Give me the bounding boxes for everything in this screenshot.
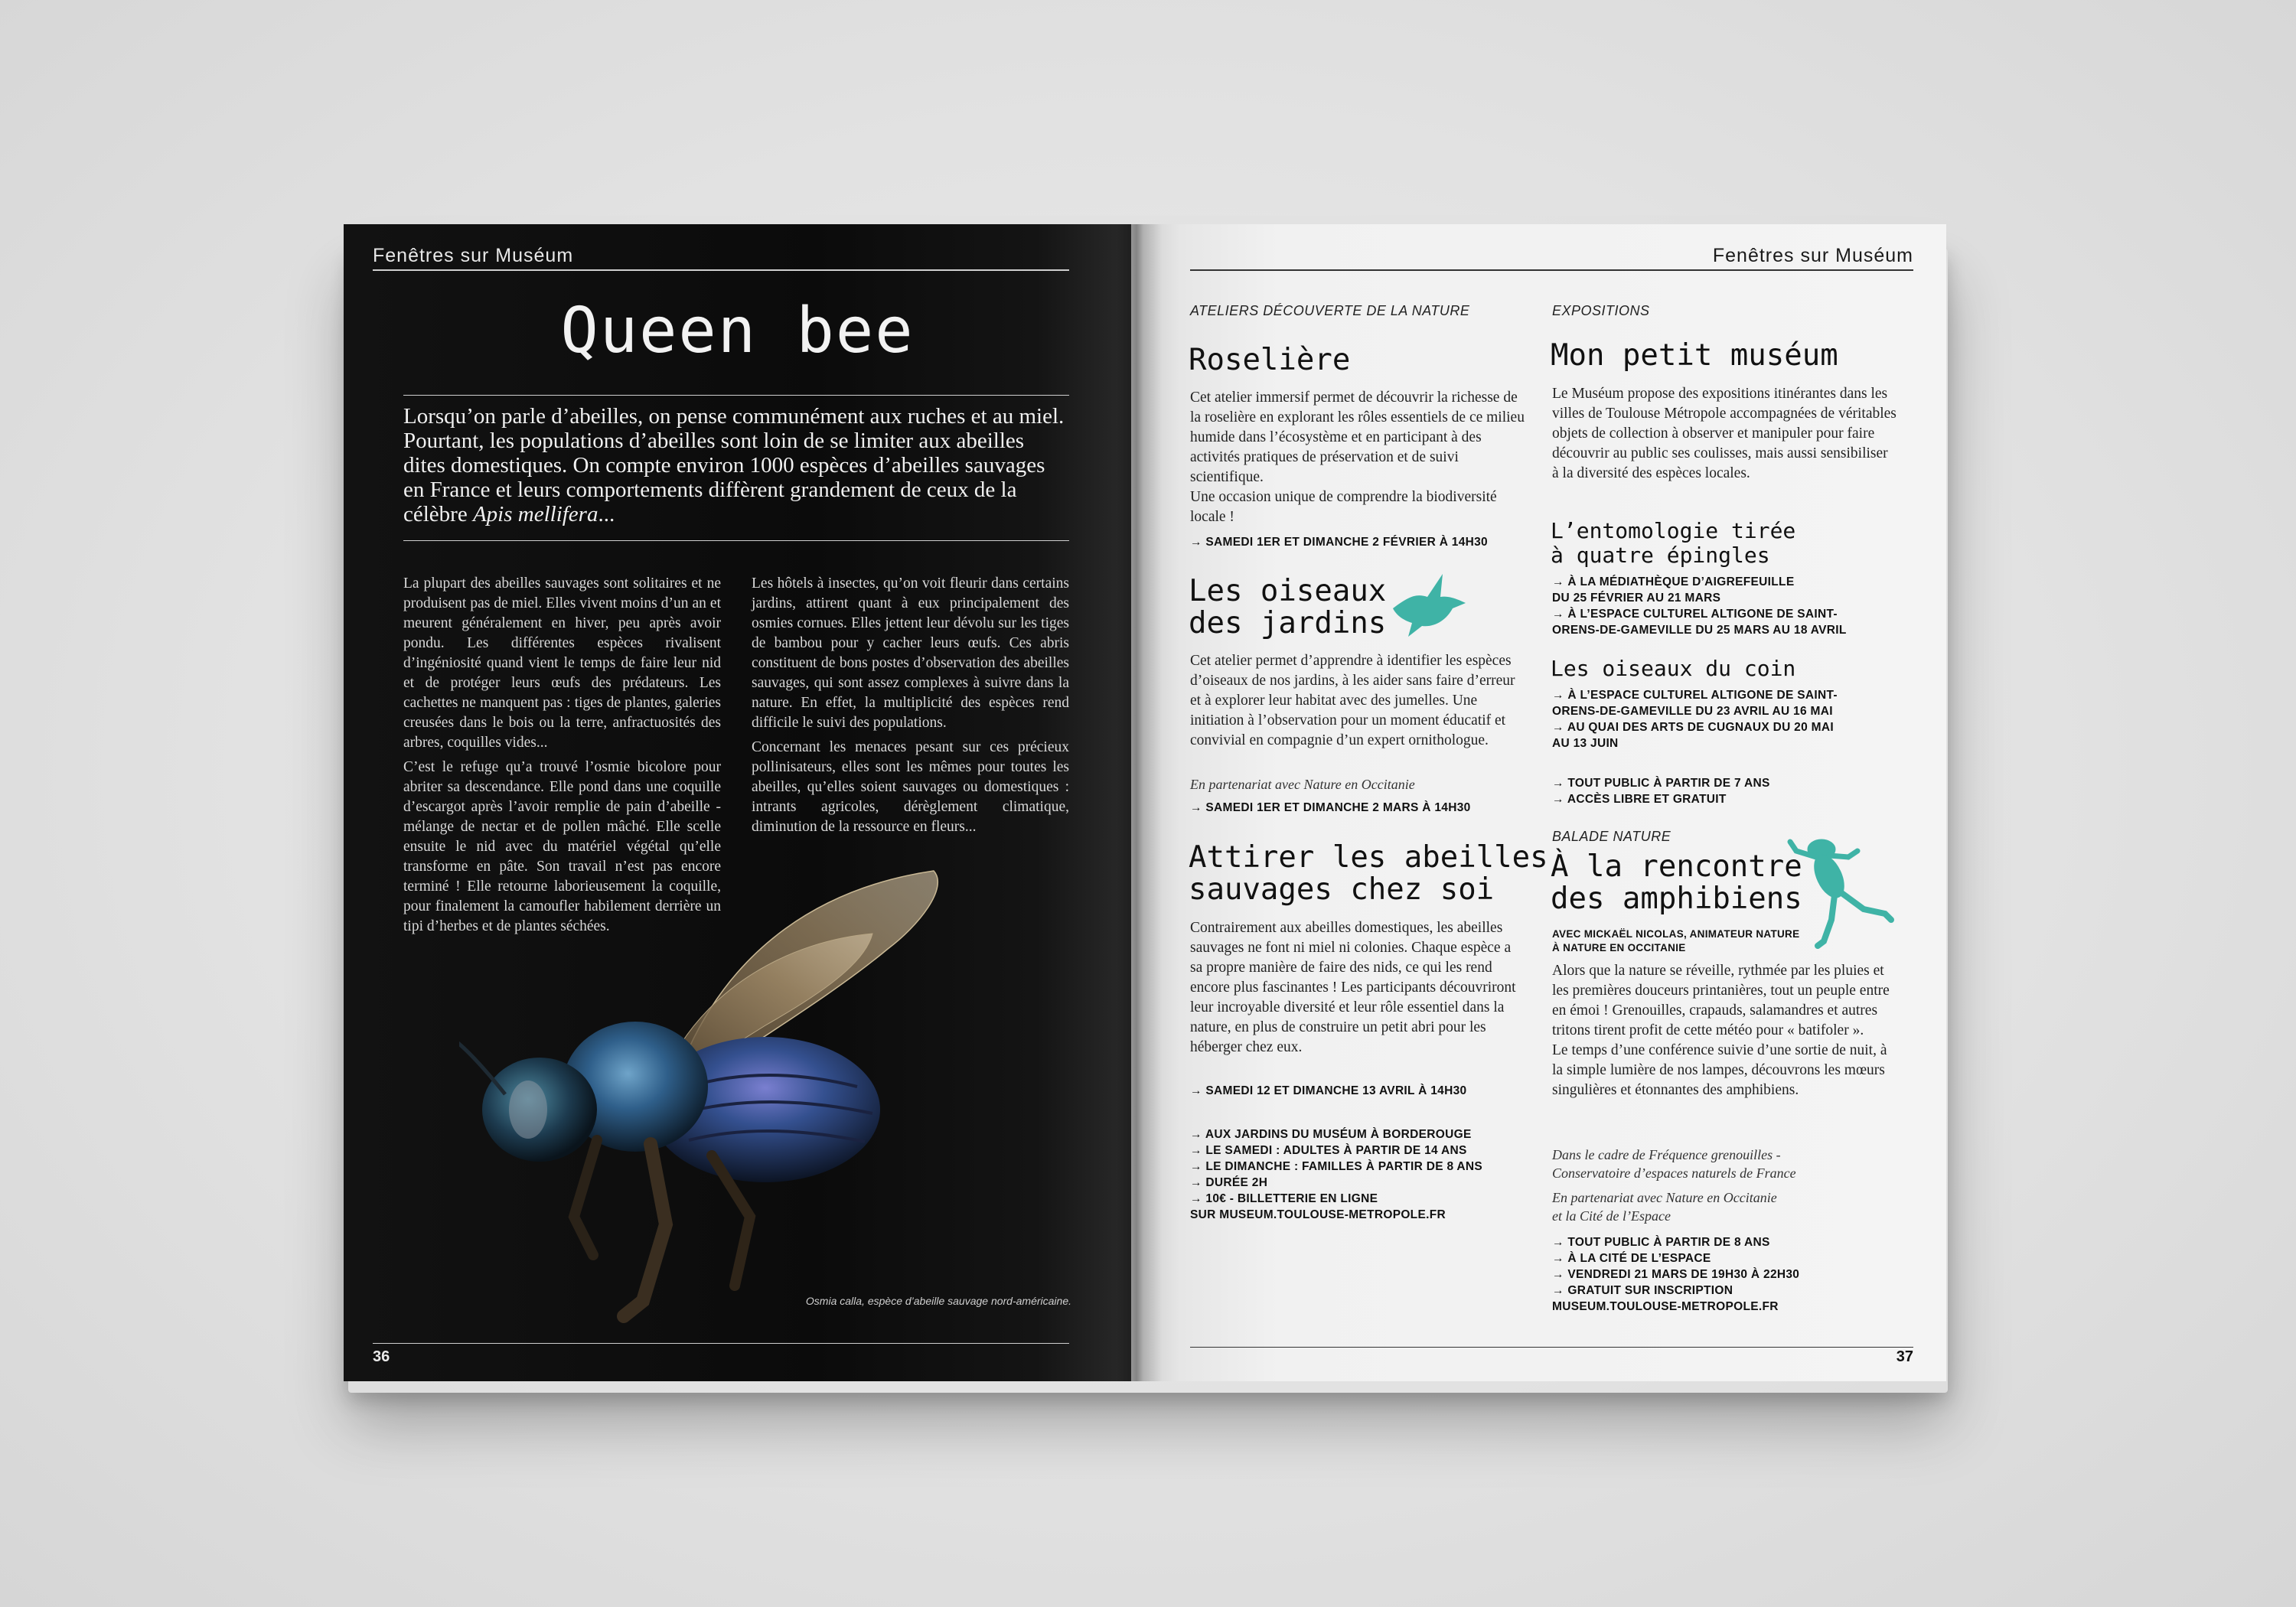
heading-mon-petit-museum: Mon petit muséum	[1551, 338, 1838, 373]
roseliere-text: Cet atelier immersif permet de découvrir la richesse de la roselière en explorant les rôles essentiels de ce milieu humide dans l’écosystème et en participant à des activités pratiques de préservation et de suivi scientifique. Une occasion unique de comprendre la biodiversité locale !	[1190, 390, 1525, 525]
abeilles-text: Contrairement aux abeilles domestiques, les abeilles sauvages ne font ni miel ni colonies. Chaque espèce a sa propre manière de faire des nids, ce qui les rend encore plus fascinantes ! Les participants découvriront leur incroyable diversité et leur rôle essentiel dans la nature, en plus de construire un petit abri pour les héberger chez eux.	[1190, 920, 1516, 1055]
header-rule-right	[1190, 269, 1913, 271]
frog-icon	[1787, 834, 1894, 949]
lead-paragraph: Lorsqu’on parle d’abeilles, on pense communément aux ruches et au miel. Pourtant, les populations d’abeilles sont loin de se limiter aux abeilles dites domestiques. On compte environ 1000 espèces d’abeilles sauvages en France et leurs comportements diffèrent grandement de ceux de la célèbre Apis mellifera...	[403, 404, 1065, 526]
text-column-2: Les hôtels à insectes, qu’on voit fleurir dans certains jardins, attirent quant à eux principalement des osmies cornues. Elles jettent leur dévolu sur les tiges de bambou pour y cacher leurs œufs. Ces abris constituent de bons postes d’observation des abeilles sauvages, qui sont assez complexes à suivre dans la nature. En effet, la multiplicité des espèces rend difficile le suivi des populations. Concernant les menaces pesant sur ces précieux pollinisateurs, elles sont les mêmes pour toutes les abeilles, qu’elles soient sauvages ou domestiques : intrants agricoles, dérèglement climatique, diminution de la ressource en fleurs...	[752, 575, 1069, 835]
heading-entomologie: L’entomologie tirée à quatre épingles	[1551, 518, 1796, 568]
kicker-ateliers: ATELIERS DÉCOUVERTE DE LA NATURE	[1190, 303, 1470, 318]
lead-rule	[403, 540, 1069, 541]
amphibiens-animateur: AVEC MICKAËL NICOLAS, ANIMATEUR NATURE À NATURE EN OCCITANIE	[1552, 928, 1800, 953]
running-head-left: Fenêtres sur Muséum	[373, 245, 574, 266]
kicker-balade: BALADE NATURE	[1552, 829, 1671, 844]
musee-text: Le Muséum propose des expositions itinérantes dans les villes de Toulouse Métropole accompagnées de véritables objets de collection à observer et manipuler pour faire découvrir au public ses coulisses, mais aussi sensibiliser à la diversité des espèces locales.	[1552, 386, 1896, 481]
oiseaux-date: → SAMEDI 1ER ET DIMANCHE 2 MARS À 14H30	[1190, 801, 1471, 814]
heading-oiseaux-jardins: Les oiseaux des jardins	[1189, 574, 1387, 641]
heading-oiseaux-coin: Les oiseaux du coin	[1551, 656, 1796, 681]
oiseaux-partner: En partenariat avec Nature en Occitanie	[1190, 777, 1415, 792]
amphibiens-partner-2: En partenariat avec Nature en Occitanie et la Cité de l’Espace	[1552, 1190, 1777, 1224]
amphibiens-info: → TOUT PUBLIC À PARTIR DE 8 ANS → À LA CITÉ DE L’ESPACE → VENDREDI 21 MARS DE 19H30 À 22H30 → GRATUIT SUR INSCRIPTION MUSEUM.TOULOUSE-METROPOLE.FR	[1552, 1236, 1800, 1313]
page-number-right: 37	[1896, 1348, 1913, 1365]
roseliere-date: → SAMEDI 1ER ET DIMANCHE 2 FÉVRIER À 14H30	[1190, 536, 1488, 549]
bee-photo	[459, 857, 995, 1347]
amphibiens-text: Alors que la nature se réveille, rythmée par les pluies et les premières douceurs printanières, tout un peuple entre en émoi ! Grenouilles, crapauds, salamandres et autres tritons tirent profit de cette météo pour « batifoler ». Le temps d’une conférence suivie d’une sortie de nuit, à la simple lumière de nos lampes, découvrons les mœurs singulières et étonnantes des amphibiens.	[1552, 963, 1890, 1098]
ateliers-practical-info: → AUX JARDINS DU MUSÉUM À BORDEROUGE → LE SAMEDI : ADULTES À PARTIR DE 14 ANS → LE DIMANCHE : FAMILLES À PARTIR DE 8 ANS → DURÉE 2H → 10€ - BILLETTERIE EN LIGNE SUR MUSEUM.TOULOUSE-METROPOLE.FR	[1190, 1128, 1483, 1221]
expo-practical-info: → TOUT PUBLIC À PARTIR DE 7 ANS → ACCÈS LIBRE ET GRATUIT	[1552, 777, 1770, 806]
footer-rule-right	[1190, 1347, 1913, 1348]
header-rule-left	[373, 269, 1069, 271]
heading-roseliere: Roselière	[1189, 343, 1351, 377]
entomologie-info: → À LA MÉDIATHÈQUE D’AIGREFEUILLE DU 25 FÉVRIER AU 21 MARS → À L’ESPACE CULTUREL ALTIGONE DE SAINT- ORENS-DE-GAMEVILLE DU 25 MARS AU 18 AVRIL	[1552, 575, 1847, 637]
heading-amphibiens: À la rencontre des amphibiens	[1551, 849, 1802, 916]
page-title: Queen bee	[560, 295, 915, 367]
bird-icon	[1385, 566, 1469, 639]
photo-caption: Osmia calla, espèce d’abeille sauvage nord-américaine.	[805, 1295, 1071, 1307]
amphibiens-partner-1: Dans le cadre de Fréquence grenouilles - Conservatoire d’espaces naturels de France	[1552, 1147, 1796, 1181]
running-head-right: Fenêtres sur Muséum	[1712, 245, 1913, 266]
text-column-1: La plupart des abeilles sauvages sont solitaires et ne produisent pas de miel. Elles vivent moins d’un an et meurent généralement en hiver, peu après avoir pondu. Les différentes espèces rivalisent d’ingéniosité quand vient le temps de faire leur nid et de protéger leurs œufs des prédateurs. Les cachettes ne manquent pas : tiges de plantes, galeries creusées dans le bois ou la terre, anfractuosités des arbres, coquilles vides... C’est le refuge qu’a trouvé l’osmie bicolore pour abriter sa descendance. Elle pond dans une coquille d’escargot après l’avoir remplie de pain d’abeille - mélange de nectar et de pollen mâché. Elle scelle ensuite le nid avec du matériel végétal qu’elle transforme en pâte. Son travail n’est pas encore terminé ! Elle retourne laborieusement la coquille, pour finalement la camoufler habilement derrière un tipi d’herbes et de plantes séchées.	[403, 575, 721, 934]
heading-attirer-abeilles: Attirer les abeilles sauvages chez soi	[1189, 840, 1548, 907]
oiseaux-coin-info: → À L’ESPACE CULTUREL ALTIGONE DE SAINT- ORENS-DE-GAMEVILLE DU 23 AVRIL AU 16 MAI → AU QUAI DES ARTS DE CUGNAUX DU 20 MAI AU 13 JUIN	[1552, 689, 1838, 750]
title-rule	[403, 395, 1069, 396]
oiseaux-text: Cet atelier permet d’apprendre à identifier les espèces d’oiseaux de nos jardins, à les aider sans faire d’erreur et à explorer leur habitat avec des jumelles. Une initiation à l’observation pour un moment éducatif et convivial en compagnie d’un expert ornithologue.	[1190, 653, 1515, 748]
footer-rule-left	[373, 1343, 1069, 1344]
kicker-expositions: EXPOSITIONS	[1552, 303, 1650, 318]
abeilles-date: → SAMEDI 12 ET DIMANCHE 13 AVRIL À 14H30	[1190, 1084, 1467, 1097]
page-number-left: 36	[373, 1348, 390, 1365]
